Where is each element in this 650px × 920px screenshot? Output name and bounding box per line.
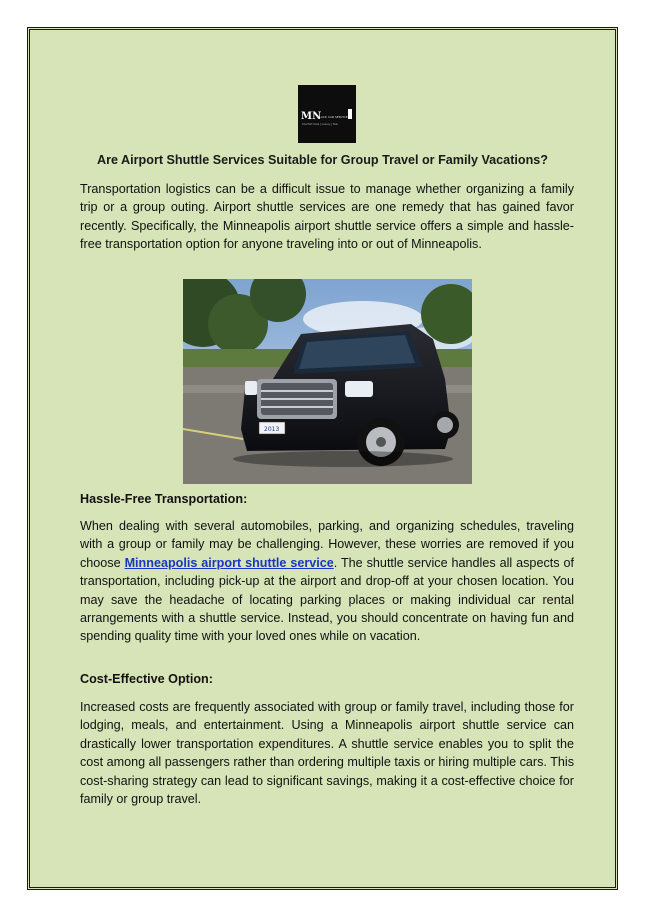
company-logo bbox=[298, 85, 356, 143]
cost-effective-paragraph: Increased costs are frequently associated with group or family travel, including those for lodging, meals, and entertainment. Using a Minneapolis airport shuttle service can drastically lower transportation expenditures. A shuttle service enables you to split the cost among all passengers rather than ordering multiple taxis or hiring multiple cars. This cost-sharing strategy can lead to significant savings, making it a cost-effective choice for family or group travel. bbox=[80, 700, 574, 807]
hassle-free-text-before: When dealing with several automobiles, parking, and organizing schedules, traveling with a group or family may be challenging. However, these worries are removed if you choose bbox=[80, 519, 574, 570]
section-heading-cost-effective: Cost-Effective Option: bbox=[80, 672, 213, 686]
intro-paragraph: Transportation logistics can be a difficult issue to manage whether organizing a family trip or a group outing. Airport shuttle services are one remedy that has gained favor recently. Specifically, the Minneapolis airport shuttle service offers a simple and hassle-free transportation option for anyone traveling into or out of Minneapolis. bbox=[80, 182, 574, 252]
page-title: Are Airport Shuttle Services Suitable for Group Travel or Family Vacations? bbox=[97, 153, 548, 167]
minneapolis-shuttle-link[interactable]: Minneapolis airport shuttle service bbox=[124, 555, 334, 570]
logo-subtitle: BLACK CAR SERVICE bbox=[317, 115, 348, 119]
car-photo bbox=[183, 279, 472, 484]
hassle-free-paragraph bbox=[80, 517, 574, 646]
logo-text: MN bbox=[301, 111, 322, 122]
document-page bbox=[27, 27, 618, 890]
hassle-free-text-after: . The shuttle service handles all aspects of transportation, including pick-up at the airport and drop-off at your chosen location. You may save the headache of locating parking places or making individual car rental arrangements with a shuttle service. Instead, you should concentrate on having fun and spending quality time with your loved ones while on vacation. bbox=[80, 555, 574, 644]
logo-tagline: Comfort Cars | Luxury | Taxi bbox=[302, 123, 339, 126]
license-plate-text: 2013 bbox=[264, 426, 280, 433]
section-heading-hassle-free: Hassle-Free Transportation: bbox=[80, 492, 248, 506]
